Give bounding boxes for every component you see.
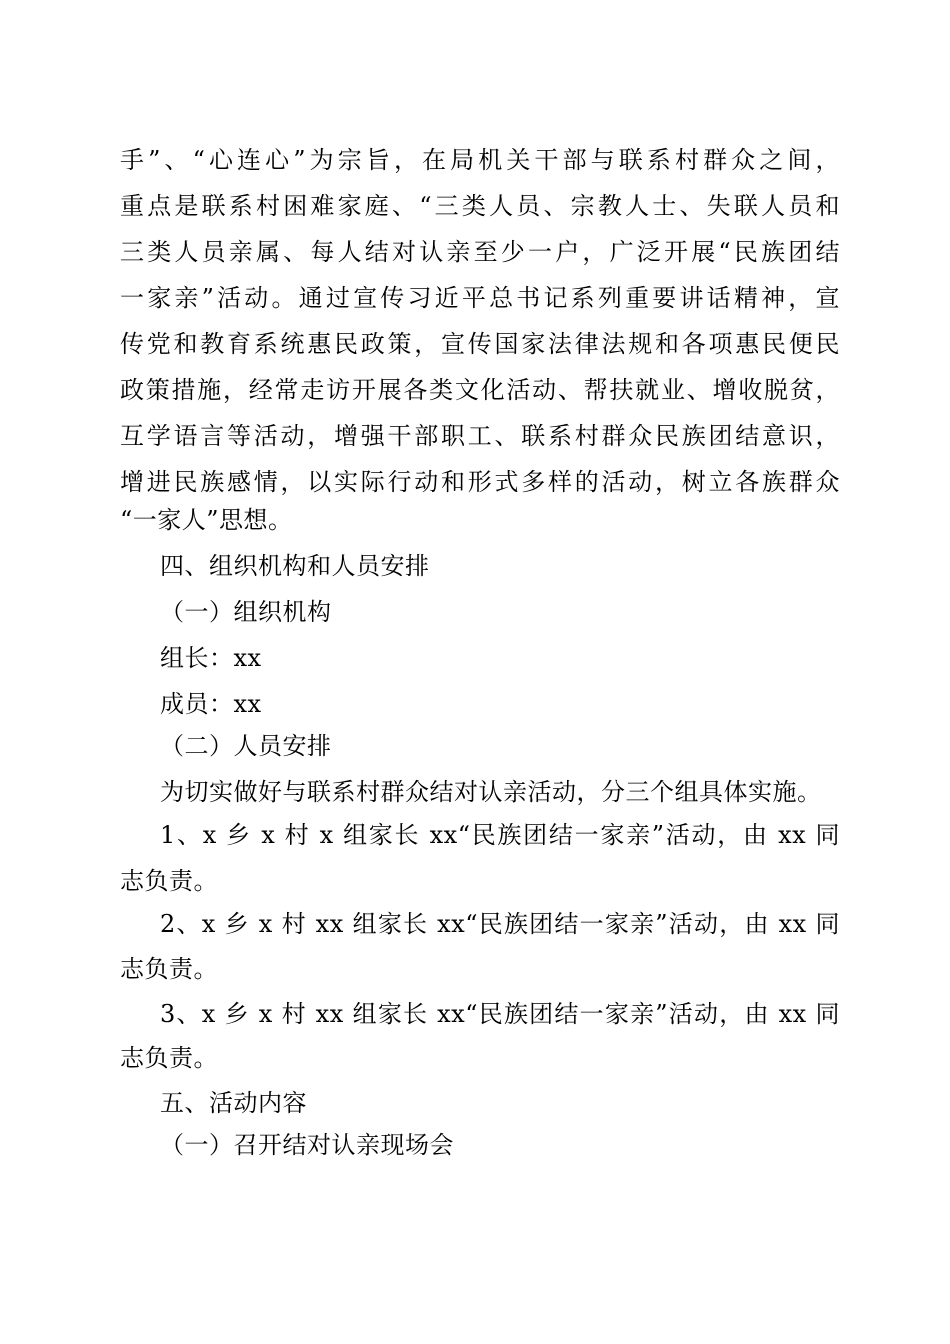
subsection-heading-organization: （一）组织机构 <box>160 598 332 626</box>
paragraph-line: 互学语言等活动，增强干部职工、联系村群众民族团结意识， <box>120 422 840 450</box>
section-heading-4: 四、组织机构和人员安排 <box>160 552 430 580</box>
paragraph-line: 传党和教育系统惠民政策，宣传国家法律法规和各项惠民便民 <box>120 330 840 358</box>
members-line: 成员：xx <box>160 690 262 718</box>
leader-line: 组长：xx <box>160 644 262 672</box>
list-item-1-continuation: 志负责。 <box>120 867 218 895</box>
paragraph-line: 重点是联系村困难家庭、“三类人员、宗教人士、失联人员和 <box>120 192 840 220</box>
paragraph-line: 增进民族感情，以实际行动和形式多样的活动，树立各族群众 <box>120 468 840 496</box>
subsection-heading-personnel: （二）人员安排 <box>160 732 332 760</box>
paragraph-line: 手”、“心连心”为宗旨，在局机关干部与联系村群众之间， <box>120 146 840 174</box>
arrangement-intro: 为切实做好与联系村群众结对认亲活动，分三个组具体实施。 <box>160 778 822 806</box>
list-item-1: 1、x 乡 x 村 x 组家长 xx“民族团结一家亲”活动，由 xx 同 <box>160 821 840 849</box>
paragraph-line: 三类人员亲属、每人结对认亲至少一户，广泛开展“民族团结 <box>120 238 840 266</box>
list-item-3-continuation: 志负责。 <box>120 1044 218 1072</box>
list-item-2: 2、x 乡 x 村 xx 组家长 xx“民族团结一家亲”活动，由 xx 同 <box>160 910 840 938</box>
list-item-3: 3、x 乡 x 村 xx 组家长 xx“民族团结一家亲”活动，由 xx 同 <box>160 1000 840 1028</box>
list-item-2-continuation: 志负责。 <box>120 955 218 983</box>
subsection-heading-meeting: （一）召开结对认亲现场会 <box>160 1131 454 1159</box>
section-heading-5: 五、活动内容 <box>160 1089 307 1117</box>
paragraph-line: “一家人”思想。 <box>120 506 293 534</box>
paragraph-line: 政策措施，经常走访开展各类文化活动、帮扶就业、增收脱贫， <box>120 376 840 404</box>
paragraph-line: 一家亲”活动。通过宣传习近平总书记系列重要讲话精神，宣 <box>120 284 840 312</box>
